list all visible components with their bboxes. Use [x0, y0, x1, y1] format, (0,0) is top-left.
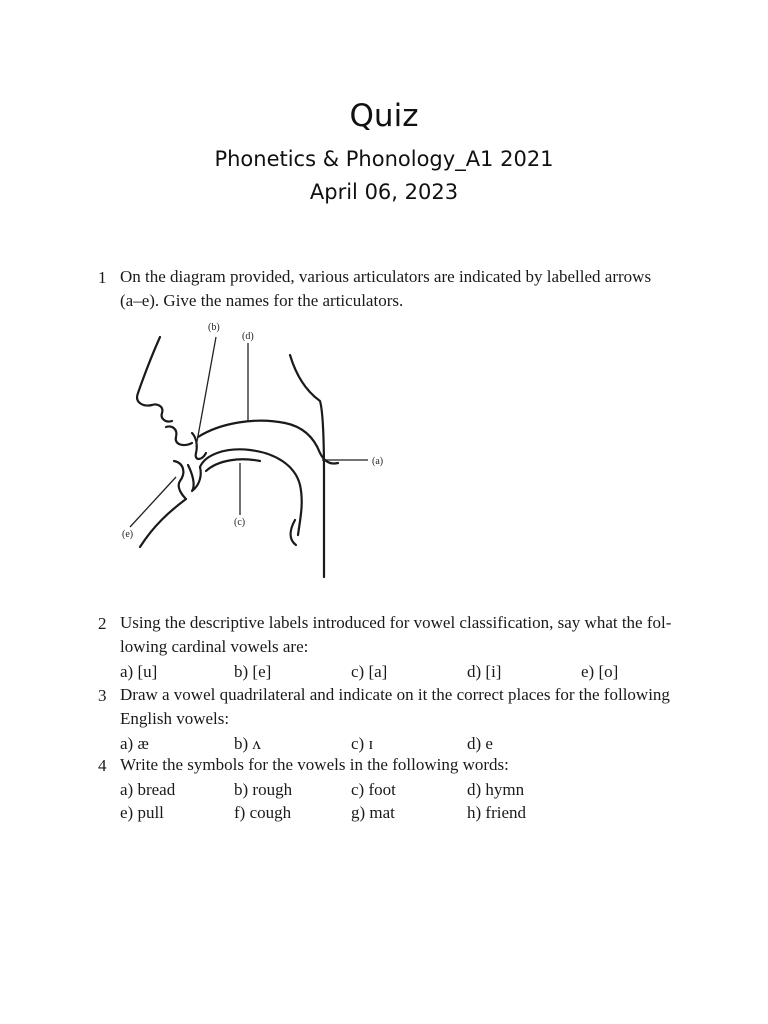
diagram-label-b: (b)	[208, 322, 220, 333]
question-2-option-d: d) [i]	[467, 662, 502, 681]
arrow-e-line	[130, 477, 176, 527]
question-4-option-h: h) friend	[467, 803, 527, 822]
lower-teeth-line	[188, 465, 201, 491]
question-2-option-a: a) [u]	[120, 662, 158, 681]
question-4-option-b: b) rough	[234, 780, 293, 799]
question-3-option-c: c) ɪ	[351, 734, 374, 753]
question-4-number: 4	[98, 756, 107, 775]
question-1-line-2: (a–e). Give the names for the articulators.	[120, 291, 404, 310]
diagram-label-a: (a)	[372, 456, 384, 467]
question-4-option-a: a) bread	[120, 780, 176, 799]
diagram-label-d: (d)	[242, 331, 254, 342]
question-4-option-g: g) mat	[351, 803, 395, 822]
question-4-option-c: c) foot	[351, 780, 396, 799]
vocal-tract-drawing	[110, 315, 400, 585]
diagram-label-c: (c)	[234, 517, 246, 528]
question-2-line-1: Using the descriptive labels introduced for vowel classification, say what the fol-	[120, 613, 672, 632]
question-3-option-b: b) ʌ	[234, 734, 261, 753]
question-1-number: 1	[98, 268, 107, 287]
question-1-line-1: On the diagram provided, various articulators are indicated by labelled arrows	[120, 267, 652, 286]
tongue-inner-line	[206, 459, 260, 471]
quiz-title: Quiz	[349, 98, 419, 134]
upper-lip-line	[166, 426, 192, 445]
question-3-line-2: English vowels:	[120, 709, 230, 728]
epiglottis-line	[291, 520, 296, 545]
question-4-line-1: Write the symbols for the vowels in the following words:	[120, 755, 509, 774]
diagram-label-e: (e)	[122, 529, 134, 540]
question-4-option-f: f) cough	[234, 803, 292, 822]
question-2-line-2: lowing cardinal vowels are:	[120, 637, 309, 656]
question-2-option-e: e) [o]	[581, 662, 619, 681]
vocal-tract-diagram	[110, 315, 400, 585]
quiz-date: April 06, 2023	[309, 180, 459, 204]
question-2-number: 2	[98, 614, 107, 633]
chin-line	[140, 499, 186, 547]
course-subtitle: Phonetics & Phonology_A1 2021	[214, 147, 554, 171]
question-3-line-1: Draw a vowel quadrilateral and indicate on it the correct places for the following	[120, 685, 670, 704]
question-2-option-b: b) [e]	[234, 662, 272, 681]
question-3-option-d: d) e	[467, 734, 493, 753]
question-3-option-a: a) æ	[120, 734, 149, 753]
palate-line	[198, 421, 338, 464]
question-3-number: 3	[98, 686, 107, 705]
question-2-option-c: c) [a]	[351, 662, 388, 681]
lower-lip-line	[174, 461, 186, 499]
tongue-line	[200, 449, 302, 535]
face-profile-line	[137, 337, 172, 422]
question-4-option-e: e) pull	[120, 803, 164, 822]
question-4-option-d: d) hymn	[467, 780, 525, 799]
